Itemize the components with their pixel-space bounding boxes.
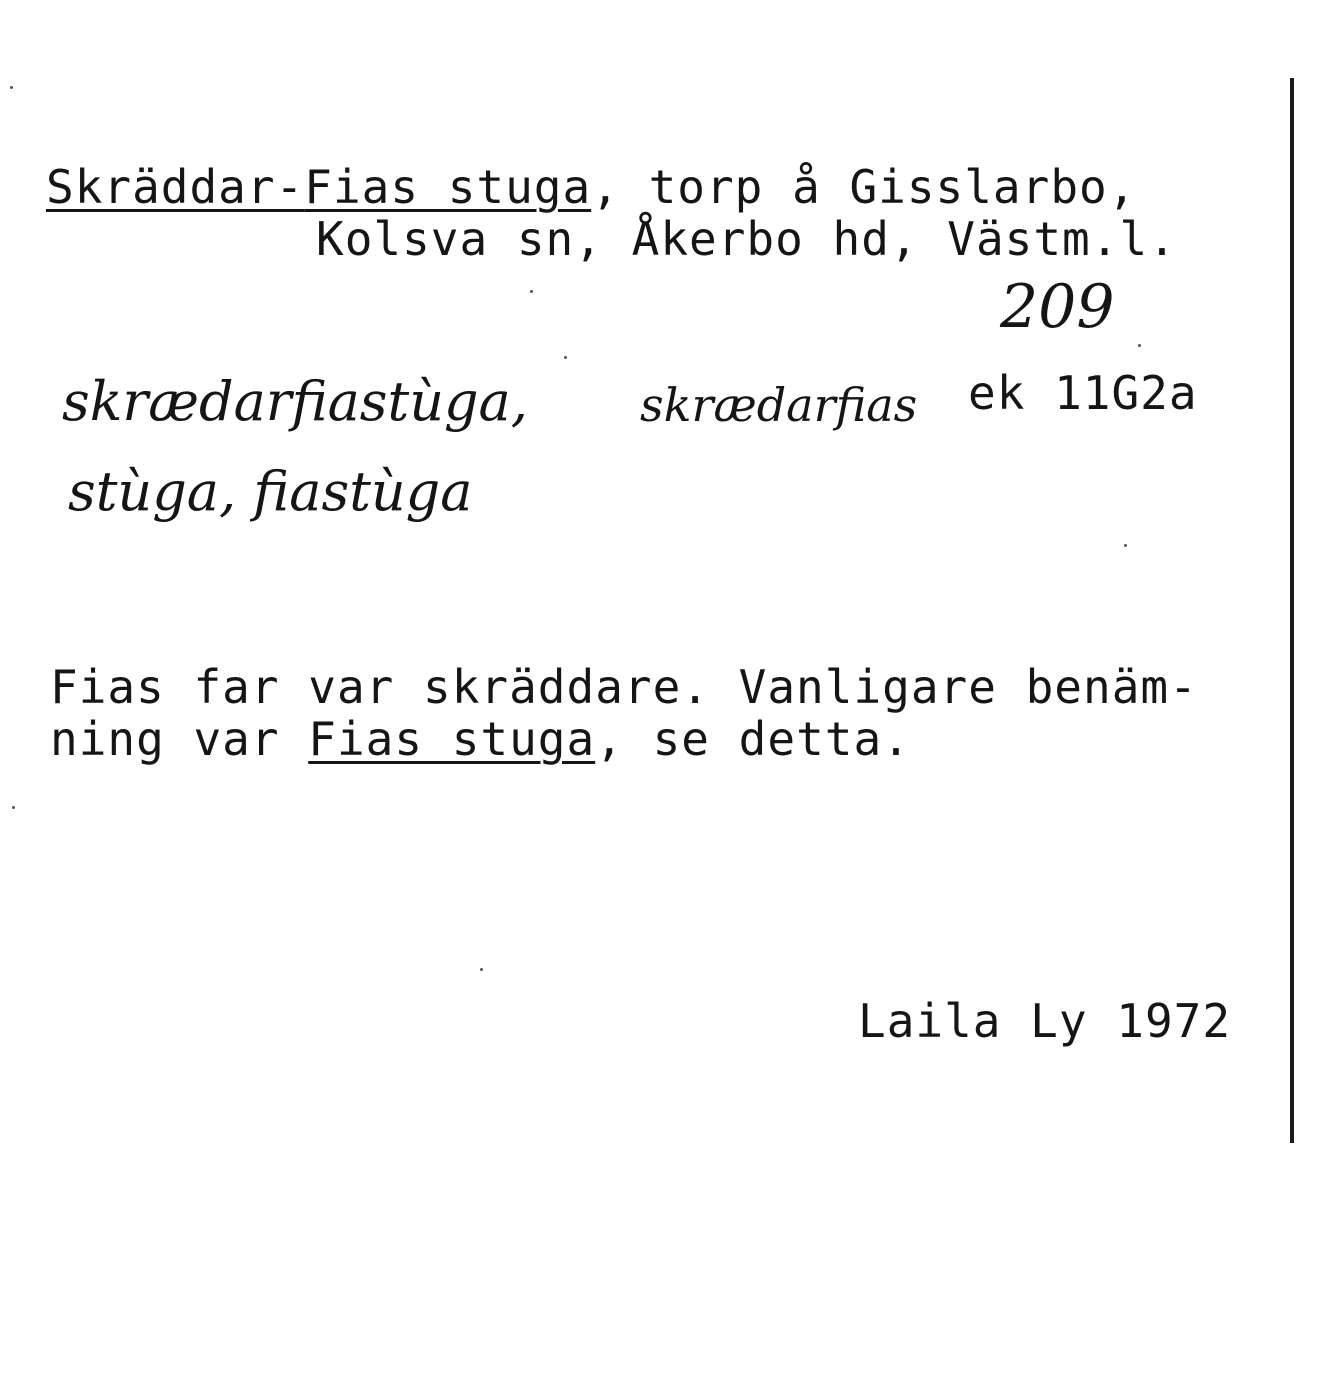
card-edge-line [1290, 78, 1294, 1143]
scan-speck [1124, 544, 1127, 547]
scan-speck [10, 86, 13, 89]
headword-part-b: Fias stuga [304, 160, 592, 214]
entry-heading-line [46, 162, 1136, 212]
scan-speck [530, 290, 533, 293]
scan-speck [12, 806, 15, 809]
scan-speck [480, 968, 483, 971]
pronunciation-3: stùga, fiastùga [68, 460, 473, 523]
pronunciation-1: skrædarfiastùga, [62, 370, 528, 433]
ek-reference: ek 11G2a [968, 366, 1198, 420]
entry-parish-line: Kolsva sn, Åkerbo hd, Västm.l. [316, 212, 1177, 266]
handwritten-number: 209 [1000, 272, 1115, 342]
scan-speck [1138, 344, 1141, 347]
headword-part-a: Skräddar- [46, 160, 305, 214]
scan-speck [564, 356, 567, 359]
note-text-b: , se detta. [595, 712, 911, 766]
entry-headword [46, 160, 591, 214]
entry-location: , torp å Gisslarbo, [591, 160, 1137, 214]
note-text-a: ning var [50, 712, 309, 766]
cross-reference-link: Fias stuga [308, 712, 596, 766]
note-line-2 [50, 714, 911, 764]
signature: Laila Ly 1972 [858, 994, 1232, 1048]
pronunciation-2: skrædarfias [640, 378, 918, 432]
note-line-1: Fias far var skräddare. Vanligare benäm- [50, 660, 1198, 714]
